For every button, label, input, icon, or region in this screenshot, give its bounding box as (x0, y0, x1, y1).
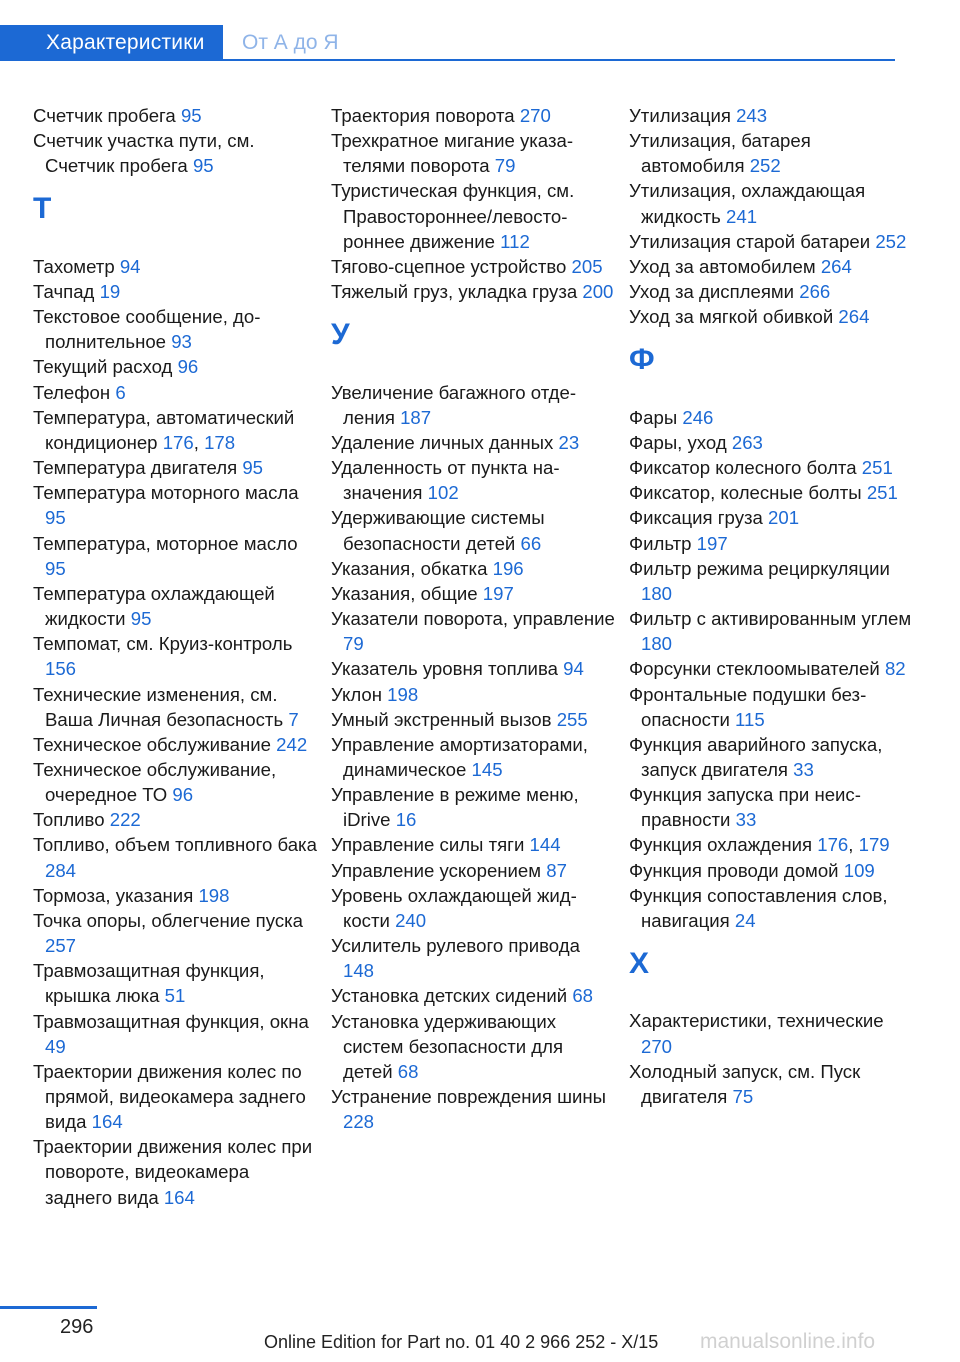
page-link[interactable]: 115 (735, 708, 765, 730)
index-entry (331, 782, 616, 832)
page-link[interactable]: 198 (198, 884, 230, 906)
index-entry (33, 908, 318, 958)
index-entry-text: Темпомат, см. Круиз-контроль (33, 633, 293, 655)
page-link[interactable]: 82 (884, 658, 906, 680)
index-letter-heading: Х (629, 947, 650, 981)
index-entry (33, 581, 318, 631)
index-entry-text: Форсунки стеклоомывателей (629, 658, 880, 680)
index-entry (629, 128, 914, 178)
index-entry-text: Фронтальные подушки безопасности (629, 683, 867, 730)
page-link[interactable]: 68 (397, 1060, 419, 1082)
page-link[interactable]: 252 (875, 230, 907, 252)
index-entry (331, 1084, 616, 1134)
tab-characteristics[interactable]: Характеристики (0, 25, 223, 61)
index-entry-text: Текущий расход (33, 356, 173, 378)
index-entry: Функция охлаждения 176, 179 (629, 834, 890, 856)
index-entry (33, 455, 318, 480)
index-letter-heading: У (331, 318, 350, 352)
page-link[interactable]: 68 (572, 985, 593, 1007)
index-entry-text: Удерживающие системы безопасности детей (331, 507, 545, 554)
index-entry (331, 606, 616, 656)
page-link[interactable]: 145 (471, 758, 503, 780)
page-link[interactable]: 251 (861, 457, 893, 479)
index-entry-text: Управление в режиме меню, iDrive (331, 784, 579, 831)
page-link[interactable]: 19 (99, 281, 121, 303)
index-entry-text: Топливо (33, 809, 105, 831)
index-entry (629, 279, 914, 304)
index-entry-text: Управление ускорением (331, 859, 542, 881)
page-link[interactable]: 109 (843, 859, 875, 881)
index-entry (629, 656, 914, 681)
page-link[interactable]: 198 (387, 683, 419, 705)
page-link[interactable]: 95 (180, 105, 202, 126)
index-entry (33, 757, 318, 807)
index-entry (331, 933, 616, 983)
page-link[interactable]: 241 (726, 205, 758, 227)
index-entry-text: Функция охлаждения (629, 834, 813, 856)
page-link[interactable]: 242 (276, 733, 308, 755)
page-link[interactable]: 156 (45, 658, 77, 680)
watermark: manualsonline.info (700, 1330, 876, 1353)
index-entry (331, 983, 616, 1008)
index-entry (331, 656, 616, 681)
index-entry-text: Фары (629, 406, 678, 428)
index-entry (331, 1009, 616, 1084)
page-link[interactable]: 222 (109, 809, 141, 831)
index-entry-text: Указатели поворота, управление (331, 608, 615, 630)
index-column-3 (629, 103, 914, 1109)
index-letter-heading: Ф (629, 343, 655, 377)
index-entry (331, 707, 616, 732)
page-link[interactable]: 95 (45, 557, 66, 579)
index-entry (331, 883, 616, 933)
index-entry (629, 1059, 914, 1109)
index-entry (629, 883, 914, 933)
index-entry-text: Фары, уход (629, 431, 727, 453)
index-entry-text: Фиксатор, колесные болты (629, 482, 862, 504)
index-entry (331, 732, 616, 782)
page-link[interactable]: 95 (130, 608, 152, 630)
index-entry-text: Точка опоры, облегчение пуска (33, 909, 304, 931)
index-entry (331, 682, 616, 707)
page-link[interactable]: 205 (571, 255, 603, 277)
page-link[interactable]: 148 (343, 960, 375, 982)
index-entry (629, 178, 914, 228)
index-entry (629, 682, 914, 732)
index-entry-text: Утилизация, батарея автомобиля (629, 130, 811, 177)
index-entry (331, 178, 616, 253)
index-entry-text: Фиксация груза (629, 507, 763, 529)
page-link[interactable]: 263 (731, 431, 763, 453)
index-entry-text: Температура, автоматический кондиционер (33, 406, 295, 453)
index-entry-text: Технические изменения, см. Ваша Личная безопасность (33, 683, 284, 730)
index-entry (629, 606, 914, 656)
page-link[interactable]: 66 (520, 532, 542, 554)
index-entry-text: Устранение повреждения шины (331, 1086, 607, 1108)
page-link[interactable]: 252 (749, 155, 781, 177)
index-entry-text: Уклон (331, 683, 382, 705)
page-link[interactable]: 96 (177, 356, 199, 378)
index-entry-text: Температура двигателя (33, 457, 238, 479)
page-link[interactable]: 270 (641, 1035, 673, 1057)
index-entry (629, 782, 914, 832)
index-entry-text: Тягово-сцепное устройство (331, 255, 567, 277)
index-entry (331, 254, 616, 279)
page-link[interactable]: 33 (793, 758, 814, 780)
index-entry-text: Тормоза, указания (33, 884, 194, 906)
index-entry-text: Телефон (33, 381, 111, 403)
index-entry-text: Удаленность от пункта назначения (331, 457, 560, 504)
index-entry (331, 858, 616, 883)
index-entry-text: Текстовое сообщение, дополнительное (33, 306, 261, 353)
page-link[interactable]: 264 (820, 255, 852, 277)
index-entry-text: Функция сопоставления слов, навигация (629, 884, 888, 931)
page-link[interactable]: 24 (734, 909, 756, 931)
index-letter-heading: Т (33, 192, 52, 226)
page-link[interactable]: 240 (395, 909, 427, 931)
index-entry-text: Уход за автомобилем (629, 255, 816, 277)
page-number: 296 (60, 1316, 94, 1338)
index-column-2 (331, 103, 616, 1134)
index-entry (33, 304, 318, 354)
index-entry (629, 505, 914, 530)
page-link[interactable]: 257 (45, 935, 77, 957)
index-entry (629, 103, 914, 128)
index-entry-text: Характеристики, технические (629, 1010, 884, 1032)
page-link[interactable]: 6 (115, 381, 126, 403)
page-link[interactable]: 51 (164, 985, 186, 1007)
index-entry-text: Температура охлаждающей жидкости (33, 582, 275, 630)
index-entry-text: Туристическая функция, см. Правостороннее/левостороннее движение (331, 180, 575, 252)
index-entry-text: Фиксатор колесного болта (629, 457, 857, 479)
page-link[interactable]: 228 (343, 1111, 375, 1133)
index-entry-text: Температура, моторное масло (33, 532, 298, 554)
index-entry-text: Счетчик участка пути, см. Счетчик пробега (33, 130, 255, 177)
page-link[interactable]: 79 (343, 633, 364, 655)
index-entry (629, 531, 914, 556)
index-entry (331, 581, 616, 606)
page-link[interactable]: 96 (172, 784, 194, 806)
index-entry-text: Фильтр режима рециркуляции (629, 557, 890, 579)
index-entry (33, 1009, 318, 1059)
page-link[interactable]: 179 (858, 834, 890, 856)
index-entry-text: Счетчик пробега (33, 105, 176, 126)
page-link[interactable]: 16 (395, 809, 417, 831)
page-link[interactable]: 23 (558, 431, 580, 453)
index-entry-text: Удаление личных данных (331, 431, 554, 453)
index-entry (331, 380, 616, 430)
page-link[interactable]: 164 (91, 1111, 123, 1133)
index-entry-text: Установка удерживающих систем безопасности для детей (331, 1010, 564, 1082)
footer-divider (0, 1306, 97, 1309)
index-entry (331, 455, 616, 505)
index-entry-text: Уровень охлаждающей жидкости (331, 884, 577, 931)
index-entry (33, 380, 318, 405)
index-entry (33, 883, 318, 908)
index-entry-text: Траектории движения колес при повороте, видеокамера заднего вида (33, 1136, 313, 1208)
page-link[interactable]: 79 (494, 155, 516, 177)
index-entry (629, 455, 914, 480)
index-entry (33, 128, 318, 178)
tab-a-to-z[interactable]: От А до Я (242, 31, 339, 54)
index-entry-text: Травмозащитная функция, крышка люка (33, 960, 265, 1007)
page-link[interactable]: 264 (838, 306, 870, 328)
index-entry (331, 279, 616, 304)
index-entry-text: Температура моторного масла (33, 482, 299, 504)
index-entry (629, 480, 914, 505)
page-link[interactable]: 255 (556, 708, 588, 730)
index-entry-text: Топливо, объем топливного бака (33, 834, 317, 856)
page-link[interactable]: 7 (288, 708, 299, 730)
page-link[interactable]: 93 (171, 331, 192, 353)
page-link[interactable]: 180 (641, 582, 673, 604)
page-link[interactable]: 251 (866, 482, 898, 504)
page-link[interactable]: 87 (546, 859, 567, 881)
index-entry (629, 1008, 914, 1058)
page-link[interactable]: 178 (204, 431, 236, 453)
index-entry (629, 229, 914, 254)
index-entry (33, 631, 318, 681)
index-entry (331, 832, 616, 857)
index-entry (629, 304, 914, 329)
index-entry (33, 1059, 318, 1134)
index-entry-text: Траектория поворота (331, 105, 515, 126)
index-entry-text: Управление амортизаторами, динамическое (331, 733, 588, 780)
page-link[interactable]: 94 (563, 658, 584, 680)
index-entry (629, 430, 914, 455)
index-entry-text: Фильтр с активированным углем (629, 608, 912, 630)
index-entry-text: Утилизация старой батареи (629, 230, 871, 252)
page-link[interactable]: 246 (682, 406, 714, 428)
page-link[interactable]: 270 (519, 105, 551, 126)
index-entry-text: Уход за мягкой обивкой (629, 306, 834, 328)
page-link[interactable]: 144 (529, 834, 561, 856)
index-entry-text: Холодный запуск, см. Пуск двигателя (629, 1060, 861, 1107)
page-link[interactable]: 187 (400, 406, 432, 428)
index-entry-text: Указатель уровня топлива (331, 658, 558, 680)
index-entry-text: Тяжелый груз, укладка груза (331, 281, 578, 303)
page-link[interactable]: 49 (45, 1035, 66, 1057)
index-entry-text: Техническое обслуживание, очередное ТО (33, 758, 277, 806)
index-entry (331, 128, 616, 178)
page-link[interactable]: 33 (735, 809, 757, 831)
index-entry (33, 254, 318, 279)
index-entry (33, 1134, 318, 1209)
page-link[interactable]: 176 (162, 431, 194, 453)
index-entry-text: Техническое обслуживание (33, 733, 271, 755)
index-entry (331, 430, 616, 455)
index-entry-text: Тачпад (33, 281, 95, 303)
index-entry (629, 254, 914, 279)
index-entry (33, 732, 318, 757)
page-link[interactable]: 266 (799, 281, 831, 303)
index-entry (33, 832, 318, 882)
index-entry-text: Фильтр (629, 532, 692, 554)
index-entry (33, 682, 318, 732)
page-link[interactable]: 95 (242, 457, 264, 479)
page-link[interactable]: 102 (427, 482, 459, 504)
index-entry-text: Функция проводи домой (629, 859, 839, 881)
index-entry (629, 556, 914, 606)
index-entry-text: Траектории движения колес по прямой, видеокамера заднего вида (33, 1060, 306, 1133)
index-entry-text: Установка детских сидений (331, 985, 568, 1007)
index-entry-text: Утилизация, охлаждающая жидкость (629, 180, 866, 227)
index-entry (33, 279, 318, 304)
index-entry-text: Травмозащитная функция, окна (33, 1010, 309, 1032)
index-entry (331, 505, 616, 555)
index-entry-text: Функция аварийного запуска, запуск двигателя (629, 733, 883, 780)
index-entry-text: Утилизация (629, 105, 731, 126)
edition-text: Online Edition for Part no. 01 40 2 966 252 - X/15 (264, 1332, 659, 1352)
page-link[interactable]: 176 (817, 834, 849, 856)
page-link[interactable]: 284 (45, 859, 77, 881)
index-entry (33, 958, 318, 1008)
index-entry-text: Уход за дисплеями (629, 281, 795, 303)
index-entry (33, 480, 318, 530)
page-link[interactable]: 164 (163, 1186, 195, 1208)
index-entry-text: Управление силы тяги (331, 834, 525, 856)
index-entry-text: Умный экстренный вызов (331, 708, 552, 730)
index-entry-text: Функция запуска при неисправности (629, 784, 861, 831)
page-link[interactable]: 75 (732, 1085, 754, 1107)
index-entry (331, 556, 616, 581)
page-link[interactable]: 94 (119, 255, 141, 277)
page-link[interactable]: 95 (45, 507, 66, 529)
page-link[interactable]: 243 (736, 105, 768, 126)
index-entry (33, 531, 318, 581)
index-entry: Температура, автоматический кондиционер 176, 178 (33, 406, 295, 453)
page-link[interactable]: 112 (500, 230, 530, 252)
index-entry (33, 354, 318, 379)
index-entry (33, 807, 318, 832)
index-entry-text: Тахометр (33, 255, 115, 277)
index-entry (629, 858, 914, 883)
index-entry (629, 405, 914, 430)
page-link[interactable]: 196 (492, 557, 524, 579)
index-entry-text: Указания, обкатка (331, 557, 488, 579)
header-tabs (0, 25, 895, 61)
index-column-1 (33, 103, 318, 1210)
index-entry-text: Трехкратное мигание указателями поворота (331, 130, 574, 177)
index-entry-text: Усилитель рулевого привода (331, 935, 580, 957)
page-link[interactable]: 197 (482, 582, 514, 604)
page-link[interactable]: 180 (641, 633, 673, 655)
page-link[interactable]: 197 (696, 532, 728, 554)
page-link[interactable]: 200 (582, 281, 614, 303)
index-entry-text: Увеличение багажного отделения (331, 381, 577, 428)
page-link[interactable]: 201 (768, 507, 800, 529)
index-entry (629, 732, 914, 782)
index-entry (331, 103, 616, 128)
index-entry-text: Указания, общие (331, 582, 478, 604)
page-link[interactable]: 95 (192, 155, 214, 177)
index-entry (33, 103, 318, 128)
header-divider (223, 59, 895, 61)
